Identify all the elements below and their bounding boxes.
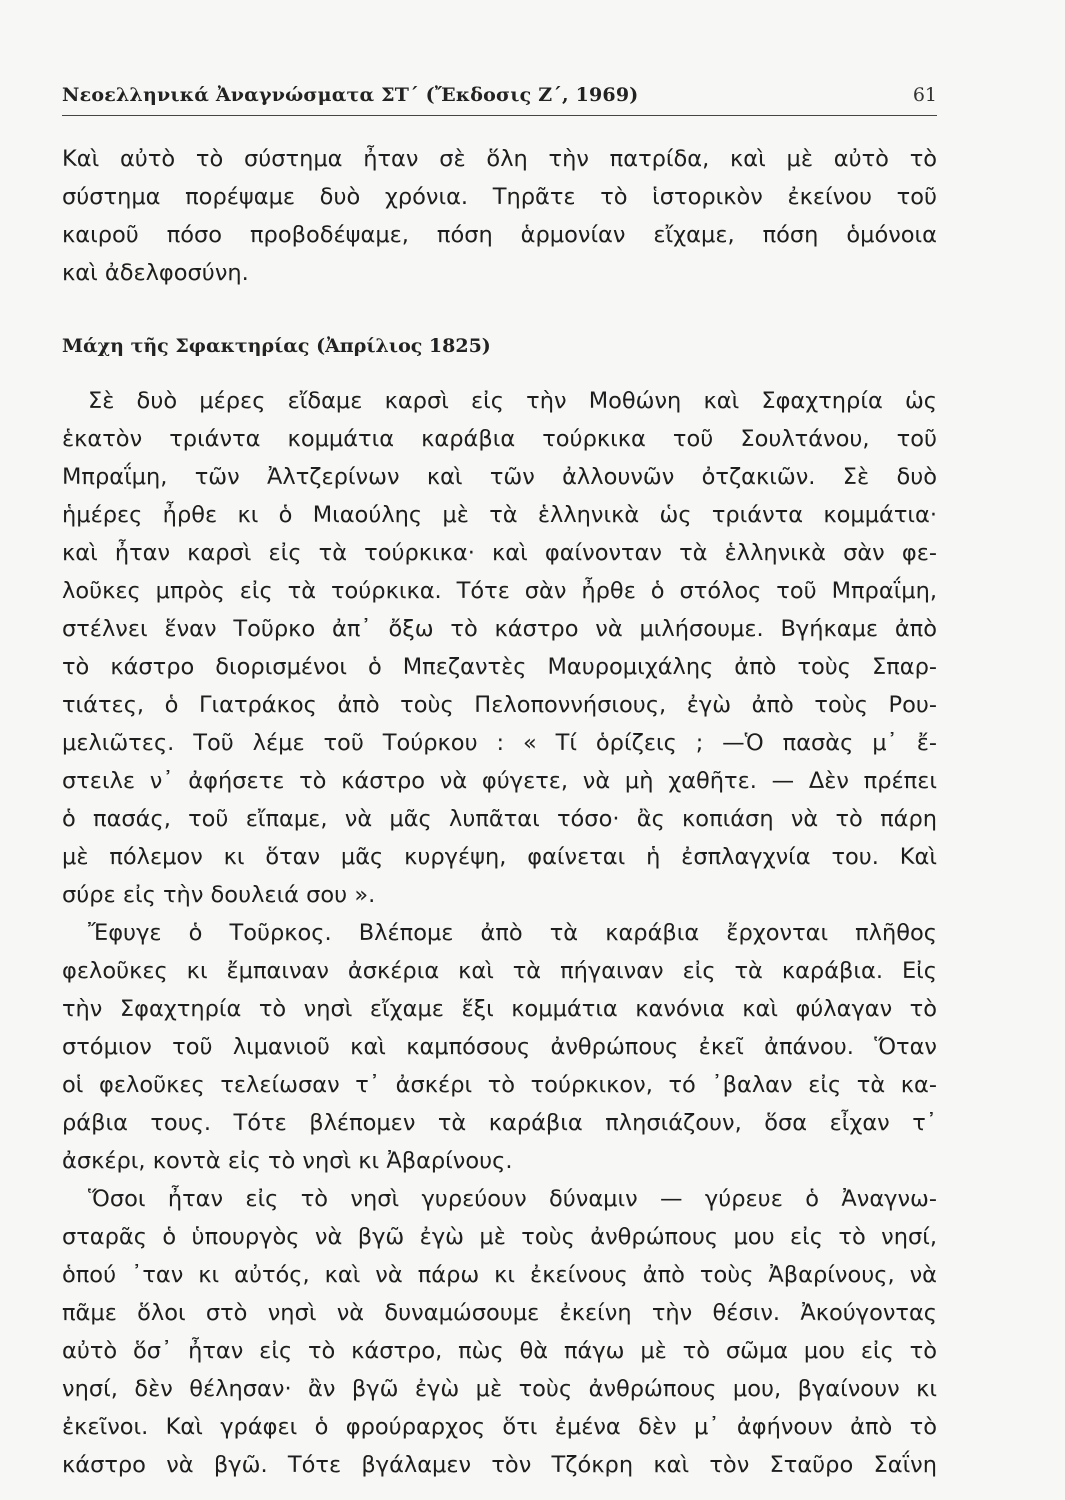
- heading-gap: [62, 366, 937, 382]
- header-rule: [62, 115, 937, 116]
- text-line: τιάτες, ὁ Γιατράκος ἀπὸ τοὺς Πελοποννήσιους, ἐγὼ ἀπὸ τοὺς Ρου-: [62, 692, 937, 718]
- text-line: κάστρο νὰ βγῶ. Τότε βγάλαμεν τὸν Τζόκρη καὶ τὸν Σταῦρο Σαΐνη: [62, 1452, 937, 1478]
- text-line: καὶ ἀδελφοσύνη.: [62, 260, 249, 286]
- text-line: ἑκατὸν τριάντα κομμάτια καράβια τούρκικα τοῦ Σουλτάνου, τοῦ: [62, 426, 937, 452]
- text-line: ὁ πασάς, τοῦ εἴπαμε, νὰ μᾶς λυπᾶται τόσο· ἂς κοπιάση νὰ τὸ πάρη: [62, 806, 937, 832]
- text-line: αὐτὸ ὅσ᾿ ἦταν εἰς τὸ κάστρο, πὼς θὰ πάγω μὲ τὸ σῶμα μου εἰς τὸ: [62, 1338, 937, 1364]
- text-line: ὁπού ᾿ταν κι αὐτός, καὶ νὰ πάρω κι ἐκείνους ἀπὸ τοὺς Ἀβαρίνους, νὰ: [62, 1262, 937, 1288]
- text-line: τὴν Σφαχτηρία τὸ νησὶ εἴχαμε ἕξι κομμάτια κανόνια καὶ φύλαγαν τὸ: [62, 996, 937, 1022]
- text-line: τὸ κάστρο διορισμένοι ὁ Μπεζαντὲς Μαυρομιχάλης ἀπὸ τοὺς Σπαρ-: [62, 654, 937, 680]
- text-line: ράβια τους. Τότε βλέπομεν τὰ καράβια πλησιάζουν, ὅσα εἶχαν τ᾿: [62, 1110, 937, 1136]
- text-line: ἐκεῖνοι. Καὶ γράφει ὁ φρούραρχος ὅτι ἐμένα δὲν μ᾿ ἀφήνουν ἀπὸ τὸ: [62, 1414, 937, 1440]
- text-line: στόμιον τοῦ λιμανιοῦ καὶ καμπόσους ἀνθρώπους ἐκεῖ ἀπάνου. Ὅταν: [62, 1034, 937, 1060]
- text-line: σύστημα πορέψαμε δυὸ χρόνια. Τηρᾶτε τὸ ἱστορικὸν ἐκείνου τοῦ: [62, 184, 937, 210]
- text-line: Ὅσοι ἦταν εἰς τὸ νησὶ γυρεύουν δύναμιν — γύρευε ὁ Ἀναγνω-: [88, 1186, 937, 1212]
- section-heading: Μάχη τῆς Σφακτηρίας (Ἀπρίλιος 1825): [62, 335, 491, 357]
- text-line: λοῦκες μπρὸς εἰς τὰ τούρκικα. Τότε σὰν ἦρθε ὁ στόλος τοῦ Μπραΐμη,: [62, 578, 937, 604]
- text-line: μὲ πόλεμον κι ὅταν μᾶς κυργέψη, φαίνεται ἡ ἐσπλαγχνία του. Καὶ: [62, 844, 937, 870]
- body-text: [62, 140, 937, 1484]
- paragraph-3: [62, 1180, 937, 1484]
- text-line: μελιῶτες. Τοῦ λέμε τοῦ Τούρκου : « Τί ὁρίζεις ; —Ὁ πασὰς μ᾿ ἔ-: [62, 730, 937, 756]
- text-line: ἡμέρες ἦρθε κι ὁ Μιαούλης μὲ τὰ ἑλληνικὰ ὡς τριάντα κομμάτια·: [62, 502, 937, 528]
- page-number: 61: [912, 84, 937, 106]
- text-line: οἱ φελοῦκες τελείωσαν τ᾿ ἀσκέρι τὸ τούρκικον, τό ᾿βαλαν εἰς τὰ κα-: [62, 1072, 937, 1098]
- running-head: Νεοελληνικά Ἀναγνώσματα ΣΤ΄ (Ἔκδοσις Ζ΄, 1969): [62, 84, 639, 106]
- text-line: φελοῦκες κι ἔμπαιναν ἀσκέρια καὶ τὰ πήγαιναν εἰς τὰ καράβια. Εἰς: [62, 958, 937, 984]
- text-line: στειλε ν᾿ ἀφήσετε τὸ κάστρο νὰ φύγετε, νὰ μὴ χαθῆτε. — Δὲν πρέπει: [62, 768, 937, 794]
- text-line: καὶ ἦταν καρσὶ εἰς τὰ τούρκικα· καὶ φαίνονταν τὰ ἑλληνικὰ σὰν φε-: [62, 540, 937, 566]
- text-line: σύρε εἰς τὴν δουλειά σου ».: [62, 882, 376, 908]
- text-line: πᾶμε ὅλοι στὸ νησὶ νὰ δυναμώσουμε ἐκείνη τὴν θέσιν. Ἀκούγοντας: [62, 1300, 937, 1326]
- text-line: Σὲ δυὸ μέρες εἴδαμε καρσὶ εἰς τὴν Μοθώνη καὶ Σφαχτηρία ὡς: [88, 388, 937, 414]
- paragraph-2: [62, 914, 937, 1180]
- text-line: στέλνει ἕναν Τοῦρκο ἀπ᾿ ὄξω τὸ κάστρο νὰ μιλήσουμε. Βγήκαμε ἀπὸ: [62, 616, 937, 642]
- page-header: [62, 84, 937, 120]
- text-line: ἀσκέρι, κοντὰ εἰς τὸ νησὶ κι Ἀβαρίνους.: [62, 1148, 513, 1174]
- text-line: Καὶ αὐτὸ τὸ σύστημα ἦταν σὲ ὅλη τὴν πατρίδα, καὶ μὲ αὐτὸ τὸ: [62, 146, 937, 172]
- section-gap: [62, 292, 937, 326]
- text-line: Ἔφυγε ὁ Τοῦρκος. Βλέπομε ἀπὸ τὰ καράβια ἔρχονται πλῆθος: [88, 920, 937, 946]
- text-line: καιροῦ πόσο προβοδέψαμε, πόση ἁρμονίαν εἴχαμε, πόση ὁμόνοια: [62, 222, 937, 248]
- text-line: νησί, δὲν θέλησαν· ἂν βγῶ ἐγὼ μὲ τοὺς ἀνθρώπους μου, βγαίνουν κι: [62, 1376, 937, 1402]
- text-line: Μπραΐμη, τῶν Ἀλτζερίνων καὶ τῶν ἀλλουνῶν ὀτζακιῶν. Σὲ δυὸ: [62, 464, 937, 490]
- intro-paragraph: [62, 140, 937, 292]
- paragraph-1: [62, 382, 937, 914]
- text-line: σταρᾶς ὁ ὑπουργὸς νὰ βγῶ ἐγὼ μὲ τοὺς ἀνθρώπους μου εἰς τὸ νησί,: [62, 1224, 937, 1250]
